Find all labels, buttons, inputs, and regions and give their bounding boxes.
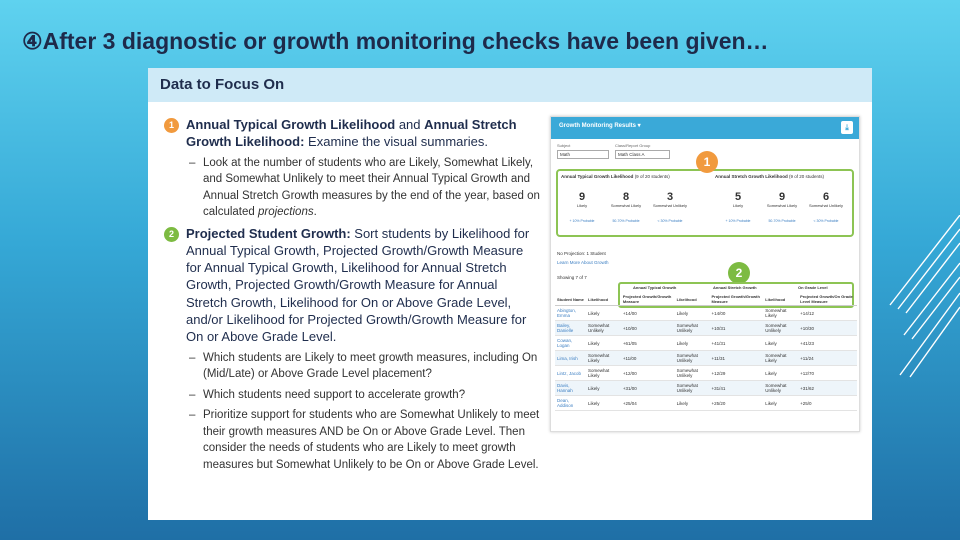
table-row: Lima, Irish Somewhat Likely +11/00 Somewhat Unlikely +11/31 Somewhat Likely +11/24 bbox=[555, 351, 857, 366]
summary-cell: 8 Somewhat Likely 50-70% Probable bbox=[610, 191, 642, 223]
col-stretch-likelihood[interactable]: Likelihood bbox=[675, 293, 710, 306]
item-one-sub-em: projections bbox=[257, 206, 314, 219]
col-typical-likelihood[interactable]: Likelihood bbox=[586, 293, 621, 306]
growth-monitoring-screenshot bbox=[550, 116, 860, 432]
content-panel bbox=[148, 68, 872, 520]
item-two-sub-3: – Prioritize support for students who are Somewhat Unlikely to meet their growth measures AND be On or Above Grade Level. Then consider the needs of students who are Likely to meet growth measures but Somewhat Unlikely to be On or Above Grade Level. bbox=[189, 409, 540, 471]
circled-four-icon: ④ bbox=[22, 28, 43, 54]
panel-header: Data to Focus On bbox=[148, 68, 872, 102]
subject-select[interactable]: Math bbox=[557, 150, 609, 159]
summary-cell: 9 Likely + 10% Probable bbox=[569, 191, 595, 223]
item-one-bold2: Annual Stretch Growth Likelihood: bbox=[186, 117, 517, 150]
class-select[interactable]: Math Class A bbox=[615, 150, 670, 159]
item-two-sub-2: – Which students need support to accelerate growth? bbox=[189, 388, 466, 401]
col-student-name[interactable]: Student Name bbox=[555, 293, 586, 306]
table-row: Bailey, Danielle Somewhat Unlikely +10/00 Somewhat Unlikely +10/31 Somewhat Unlikely +10/30 bbox=[555, 321, 857, 336]
learn-more-link[interactable]: Learn More About Growth bbox=[557, 260, 609, 265]
item-one-rest: Examine the visual summaries. bbox=[304, 134, 488, 150]
group-headers: Annual Typical Growth Annual Stretch Growth On Grade Level bbox=[633, 285, 828, 290]
callout-badge-one: 1 bbox=[696, 151, 718, 173]
col-stretch-projected[interactable]: Projected Growth/Growth Measure bbox=[709, 293, 763, 306]
mock-header: Growth Monitoring Results ▾ ⤓ bbox=[551, 117, 859, 139]
slide-title bbox=[22, 28, 769, 55]
typical-label: Annual Typical Growth Likelihood (9 of 20 students) bbox=[561, 174, 670, 179]
item-two-bold: Projected Student Growth: bbox=[186, 225, 351, 241]
showing-count: Showing 7 of 7 bbox=[557, 275, 587, 280]
item-one-title bbox=[186, 116, 540, 151]
callout-badge-two: 2 bbox=[728, 262, 750, 284]
student-table bbox=[555, 293, 857, 411]
item-one-sub: – Look at the number of students who are Likely, Somewhat Likely, and Somewhat Unlikely to meet their Annual Typical Growth and Annual Stretch Growth measures by the end of the year, based on calculated projections. bbox=[189, 156, 540, 219]
mock-title: Growth Monitoring Results bbox=[559, 123, 636, 129]
col-ogl-projected[interactable]: Projected Growth/On Grade Level Measure bbox=[798, 293, 857, 306]
col-ogl-likelihood[interactable]: Likelihood bbox=[763, 293, 798, 306]
item-two bbox=[164, 225, 540, 474]
table-row: Davis, Hannah Likely +31/00 Somewhat Unlikely +31/41 Somewhat Unlikely +31/62 bbox=[555, 381, 857, 396]
table-row: Abington, Emma Likely +14/00 Likely +14/00 Somewhat Likely +14/12 bbox=[555, 306, 857, 321]
table-row: Cowan, Logan Likely +61/05 Likely +41/31 Likely +41/23 bbox=[555, 336, 857, 351]
item-one-mid: and bbox=[395, 117, 425, 132]
instruction-column bbox=[164, 116, 540, 473]
summary-cell: 3 Somewhat Unlikely < 30% Probable bbox=[652, 191, 687, 223]
download-icon[interactable]: ⤓ bbox=[841, 121, 853, 134]
summary-cell: 9 Somewhat Likely 50-70% Probable bbox=[766, 191, 798, 223]
table-row: Dean, Addison Likely +25/04 Likely +25/20 Likely +25/0 bbox=[555, 396, 857, 411]
col-typical-projected[interactable]: Projected Growth/Growth Measure bbox=[621, 293, 675, 306]
number-one-icon: 1 bbox=[164, 118, 179, 133]
no-projection-text: No Projection: 1 Student bbox=[557, 251, 606, 256]
item-one-bold: Annual Typical Growth Likelihood bbox=[186, 117, 396, 132]
item-one-sub-end: . bbox=[313, 206, 317, 219]
stretch-label: Annual Stretch Growth Likelihood (9 of 20 students) bbox=[715, 174, 825, 179]
decorative-lines bbox=[880, 215, 960, 385]
class-label: Class/Report Group bbox=[615, 143, 651, 148]
subject-label: Subject bbox=[557, 143, 571, 148]
table-row: Lintz, Jacob Somewhat Likely +12/00 Somewhat Unlikely +12/29 Likely +12/70 bbox=[555, 366, 857, 381]
item-two-sub-1: – Which students are Likely to meet growth measures, including On (Mid/Late) or Above Grade Level placement? bbox=[189, 351, 538, 381]
item-two-rest: Sort students by Likelihood for Annual Typical Growth, Projected Growth/Growth Measure for Annual Typical Growth, Likelihood for Annual Stretch Growth, Projected Growth/Growth Measure for Annual Stretch Growth, Likelihood for On or Above Grade Level, and/or Likelihood for Projected Growth/Growth Measure for On or Above Grade Level. bbox=[186, 225, 530, 345]
slide-title-text: After 3 diagnostic or growth monitoring checks have been given… bbox=[42, 28, 769, 54]
summary-cell: 5 Likely + 10% Probable bbox=[725, 191, 751, 223]
item-one-sub-text: Look at the number of students who are Likely, Somewhat Likely, and Somewhat Unlikely to meet their Annual Typical Growth and Annual Stretch Growth measures by the end of the year, based on calculated bbox=[203, 156, 540, 219]
table-header-row bbox=[555, 293, 857, 306]
number-two-icon: 2 bbox=[164, 227, 179, 242]
likelihood-summary bbox=[556, 169, 854, 237]
item-one bbox=[164, 116, 540, 221]
item-two-title bbox=[186, 225, 540, 346]
summary-cell: 6 Somewhat Unlikely < 30% Probable bbox=[808, 191, 843, 223]
